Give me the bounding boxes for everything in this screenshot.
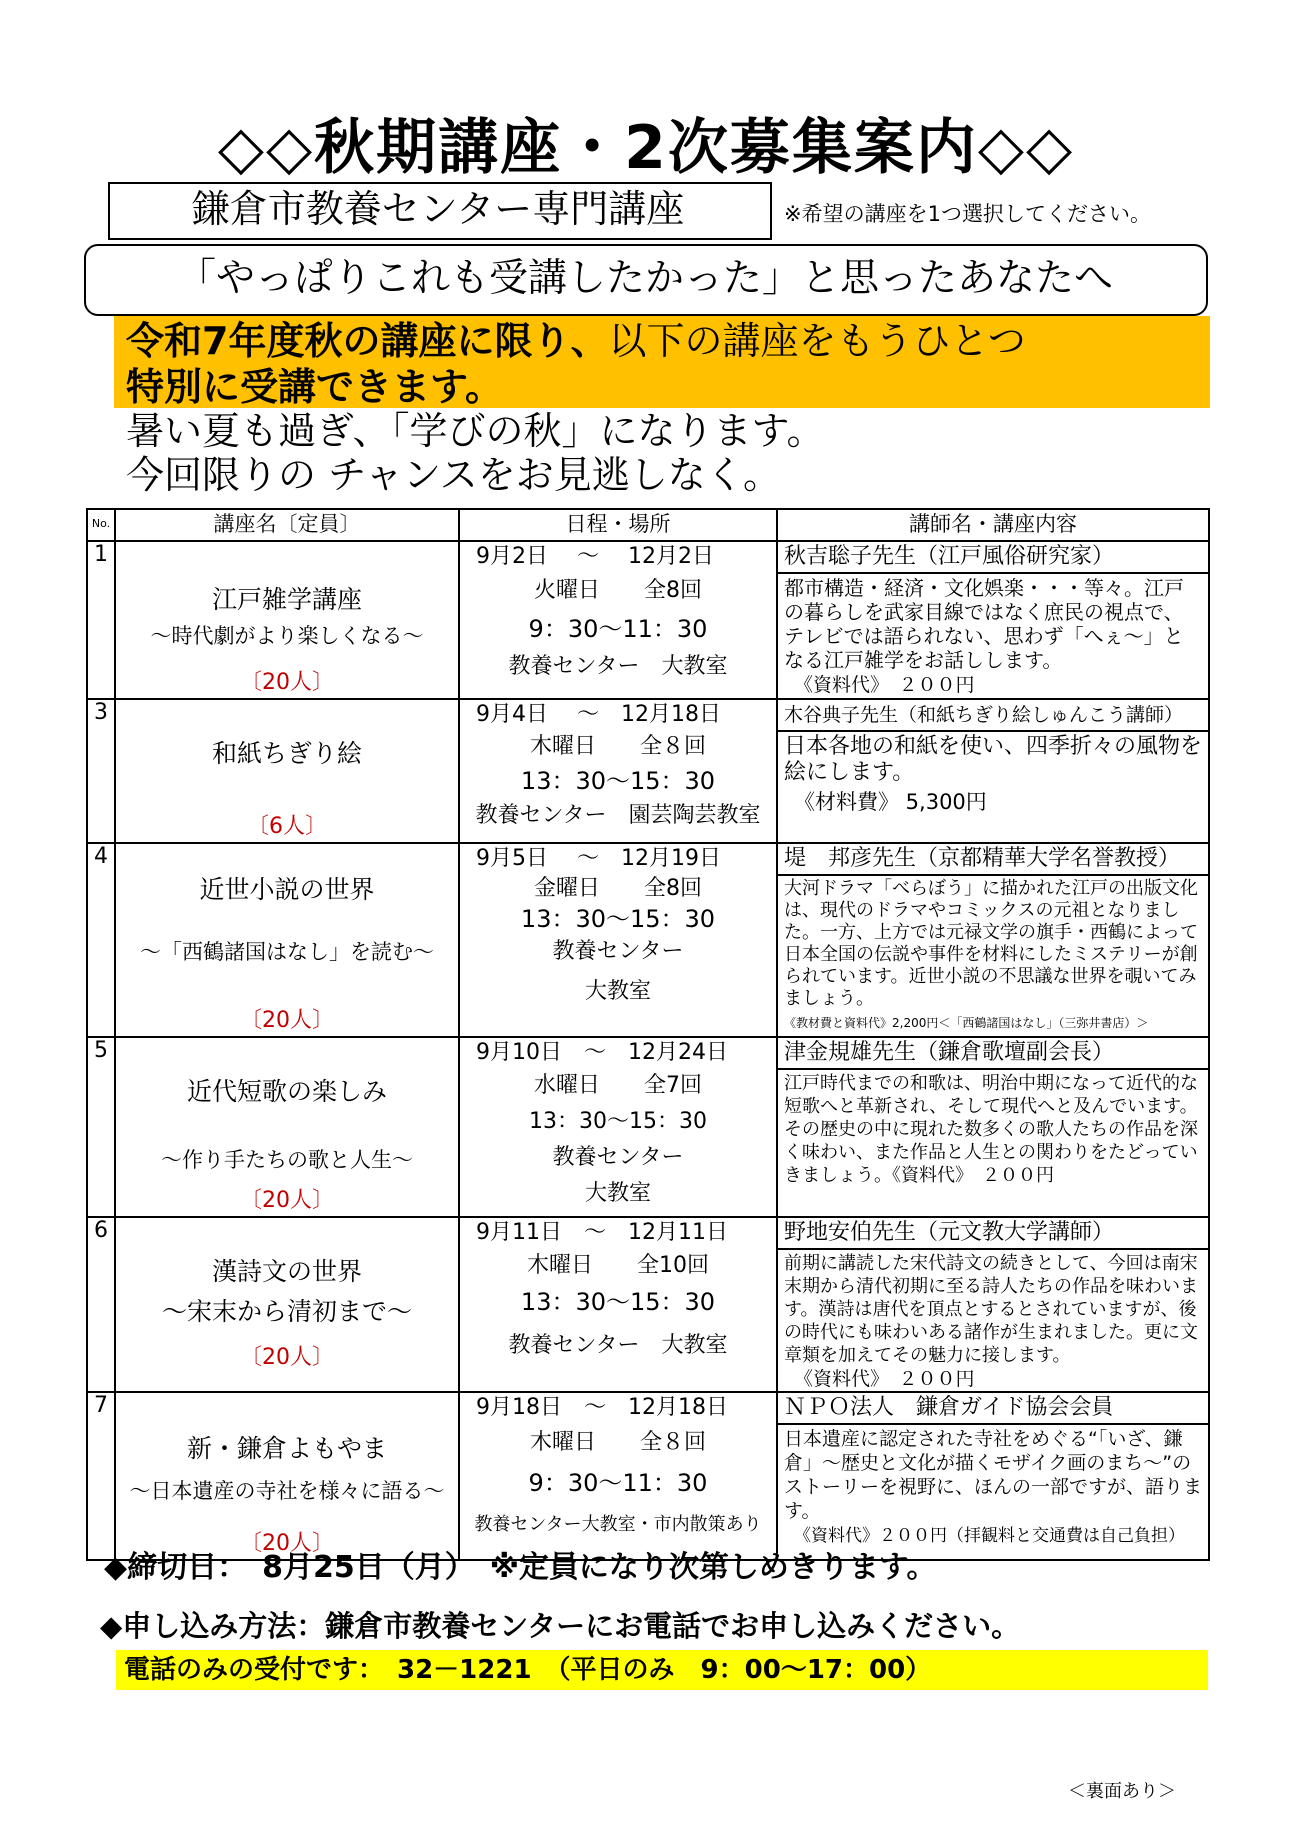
course-day: 木曜日 全８回 bbox=[529, 1430, 706, 1455]
table-row bbox=[87, 843, 1209, 1037]
subtitle: 鎌倉市教養センター専門講座 bbox=[191, 187, 685, 231]
table-row bbox=[87, 1217, 1209, 1392]
intro-line-2: 特別に受講できます。 bbox=[126, 365, 503, 409]
course-day: 木曜日 全10回 bbox=[527, 1253, 709, 1278]
table-row bbox=[87, 699, 1209, 843]
course-dates: 9月11日 ～ 12月11日 bbox=[476, 1220, 728, 1245]
course-place: 教養センター 園芸陶芸教室 bbox=[475, 803, 761, 828]
course-subtitle: ～作り手たちの歌と人生～ bbox=[161, 1148, 413, 1172]
course-fee: 《資料代》２００円（拝観料と交通費は自己負担） bbox=[794, 1526, 1185, 1546]
course-description: 日本遺産に認定された寺社をめぐる“「いざ、鎌倉」～歴史と文化が描くモザイク画のまち～”のストーリーを視野に、ほんの一部ですが、語ります。 bbox=[784, 1428, 1203, 1522]
course-fee: 《資料代》 ２００円 bbox=[794, 1368, 975, 1390]
course-place-room: 大教室 bbox=[584, 1181, 651, 1206]
course-capacity: 〔20人〕 bbox=[240, 1531, 334, 1556]
course-lecturer: 野地安伯先生（元文教大学講師） bbox=[778, 1218, 1208, 1250]
course-dates: 9月5日 ～ 12月19日 bbox=[476, 846, 721, 871]
course-day: 火曜日 全8回 bbox=[534, 578, 702, 603]
course-time: 13：30～15：30 bbox=[520, 1288, 716, 1316]
course-lecturer: 秋吉聡子先生（江戸風俗研究家） bbox=[778, 542, 1208, 574]
course-day: 木曜日 全８回 bbox=[529, 734, 706, 759]
course-name-cell bbox=[115, 541, 459, 699]
course-day: 金曜日 全8回 bbox=[534, 876, 702, 901]
course-subtitle: ～日本遺産の寺社を様々に語る～ bbox=[129, 1479, 445, 1503]
course-name: 近代短歌の楽しみ bbox=[186, 1077, 387, 1106]
course-details bbox=[777, 541, 1209, 699]
page-title: ◇◇秋期講座・2次募集案内◇◇ bbox=[217, 113, 1075, 183]
course-no: 3 bbox=[87, 699, 115, 843]
course-subtitle: ～宋末から清初まで～ bbox=[161, 1297, 412, 1326]
course-schedule bbox=[459, 1392, 777, 1560]
course-dates: 9月18日 ～ 12月18日 bbox=[476, 1395, 728, 1420]
course-fee: 《材料費》 5,300円 bbox=[794, 790, 987, 814]
intro-line-4: 今回限りの チャンスをお見逃しなく。 bbox=[126, 453, 782, 497]
course-name: 漢詩文の世界 bbox=[211, 1257, 362, 1286]
course-no: 7 bbox=[87, 1392, 115, 1560]
course-fee: 《資料代》 ２００円 bbox=[794, 674, 975, 696]
course-capacity: 〔20人〕 bbox=[240, 1188, 334, 1213]
table-header-row bbox=[87, 509, 1209, 541]
course-capacity: 〔20人〕 bbox=[240, 1345, 334, 1370]
course-name-cell bbox=[115, 1217, 459, 1392]
course-name: 江戸雑学講座 bbox=[211, 585, 362, 614]
course-description: 大河ドラマ「べらぼう」に描かれた江戸の出版文化は、現代のドラマやコミックスの元祖となりました。一方、上方では元禄文学の旗手・西鶴によって日本全国の伝説や事件を材料にしたミステリーが創られています。近世小説の不思議な世界を覗いてみましょう。 bbox=[784, 878, 1198, 1009]
course-description: 都市構造・経済・文化娯楽・・・等々。江戸の暮らしを武家目線ではなく庶民の視点で、テレビでは語られない、思わず「へぇ～」となる江戸雑学をお話しします。 bbox=[784, 576, 1184, 672]
course-lecturer: 木谷典子先生（和紙ちぎり絵しゅんこう講師） bbox=[778, 700, 1208, 732]
course-details bbox=[777, 843, 1209, 1037]
course-time: 13：30～15：30 bbox=[520, 905, 716, 933]
course-fee: 《教材費と資料代》2,200円＜「西鶴諸国はなし」（三弥井書店）＞ bbox=[784, 1016, 1149, 1030]
course-dates: 9月10日 ～ 12月24日 bbox=[476, 1040, 728, 1065]
course-schedule bbox=[459, 1037, 777, 1217]
course-place: 教養センター bbox=[552, 939, 684, 964]
course-place: 教養センター 大教室 bbox=[508, 1333, 728, 1358]
course-details bbox=[777, 1392, 1209, 1560]
course-schedule bbox=[459, 843, 777, 1037]
deadline-text: ◆締切日： 8月25日（月） ※定員になり次第しめきります。 bbox=[104, 1550, 937, 1585]
course-no: 4 bbox=[87, 843, 115, 1037]
header-schedule: 日程・場所 bbox=[459, 509, 777, 541]
course-place: 教養センター大教室・市内散策あり bbox=[474, 1514, 762, 1535]
course-name: 近世小説の世界 bbox=[199, 875, 375, 904]
course-no: 1 bbox=[87, 541, 115, 699]
course-table bbox=[86, 508, 1210, 1561]
table-row bbox=[87, 1392, 1209, 1560]
course-time: 13：30～15：30 bbox=[520, 767, 716, 795]
header-no: No. bbox=[87, 509, 115, 541]
back-page-note: ＜裏面あり＞ bbox=[1068, 1781, 1176, 1802]
course-subtitle: ～時代劇がより楽しくなる～ bbox=[150, 624, 424, 648]
course-name: 和紙ちぎり絵 bbox=[211, 739, 362, 768]
course-details bbox=[777, 1037, 1209, 1217]
course-no: 5 bbox=[87, 1037, 115, 1217]
header-course-name: 講座名〔定員〕 bbox=[115, 509, 459, 541]
course-lecturer: 堤 邦彦先生（京都精華大学名誉教授） bbox=[778, 844, 1208, 876]
course-time: 9：30～11：30 bbox=[528, 615, 708, 643]
course-dates: 9月2日 ～ 12月2日 bbox=[476, 544, 714, 569]
course-subtitle: ～「西鶴諸国はなし」を読む～ bbox=[140, 940, 434, 964]
course-lecturer: ＮＰＯ法人 鎌倉ガイド協会会員 bbox=[778, 1393, 1208, 1425]
course-description: 江戸時代までの和歌は、明治中期になって近代的な短歌へと革新され、そして現代へと及んでいます。その歴史の中に現れた数多くの歌人たちの作品を深く味わい、また作品と人生との関わりをたどっていきましょう。《資料代》 ２００円 bbox=[784, 1073, 1198, 1186]
course-capacity: 〔6人〕 bbox=[247, 814, 327, 839]
course-name: 新・鎌倉よもやま bbox=[186, 1434, 387, 1463]
apply-method-text: ◆申し込み方法：鎌倉市教養センターにお電話でお申し込みください。 bbox=[100, 1609, 1021, 1643]
course-capacity: 〔20人〕 bbox=[240, 1008, 334, 1033]
course-schedule bbox=[459, 541, 777, 699]
course-capacity: 〔20人〕 bbox=[240, 670, 334, 695]
header-lecturer: 講師名・講座内容 bbox=[777, 509, 1209, 541]
course-name-cell bbox=[115, 1037, 459, 1217]
course-day: 水曜日 全7回 bbox=[534, 1073, 702, 1098]
course-name-cell bbox=[115, 1392, 459, 1560]
select-note: ※希望の講座を1つ選択してください。 bbox=[784, 202, 1151, 226]
course-name-cell bbox=[115, 699, 459, 843]
course-details bbox=[777, 699, 1209, 843]
course-schedule bbox=[459, 1217, 777, 1392]
phone-info: 電話のみの受付です： 32－1221 （平日のみ 9：00～17：00） bbox=[124, 1655, 932, 1685]
course-name-cell bbox=[115, 843, 459, 1037]
course-place: 教養センター 大教室 bbox=[508, 654, 728, 679]
intro-line-3: 暑い夏も過ぎ、「学びの秋」になります。 bbox=[126, 409, 825, 453]
course-place: 教養センター bbox=[552, 1145, 684, 1170]
course-description: 日本各地の和紙を使い、四季折々の風物を絵にします。 bbox=[784, 734, 1203, 785]
course-lecturer: 津金規雄先生（鎌倉歌壇副会長） bbox=[778, 1038, 1208, 1070]
table-row bbox=[87, 1037, 1209, 1217]
course-dates: 9月4日 ～ 12月18日 bbox=[476, 702, 721, 727]
table-row bbox=[87, 541, 1209, 699]
course-time: 9：30～11：30 bbox=[528, 1469, 708, 1497]
course-description: 前期に講読した宋代詩文の続きとして、今回は南宋末期から清代初期に至る詩人たちの作品を味わいます。漢詩は唐代を頂点とするとされていますが、後の時代にも味わいある諸作が生まれました。更に文章類を加えてその魅力に接します。 bbox=[784, 1253, 1198, 1366]
course-schedule bbox=[459, 699, 777, 843]
course-time: 13：30～15：30 bbox=[529, 1109, 707, 1134]
course-place-room: 大教室 bbox=[584, 979, 651, 1004]
course-no: 6 bbox=[87, 1217, 115, 1392]
course-details bbox=[777, 1217, 1209, 1392]
tagline: 「やっぱりこれも受講したかった」と思ったあなたへ bbox=[176, 256, 1113, 301]
intro-line-1-bold: 令和7年度秋の講座に限り、 bbox=[126, 319, 609, 363]
intro-line-1 bbox=[126, 318, 1026, 364]
intro-line-1-rest: 以下の講座をもうひとつ bbox=[608, 319, 1026, 363]
